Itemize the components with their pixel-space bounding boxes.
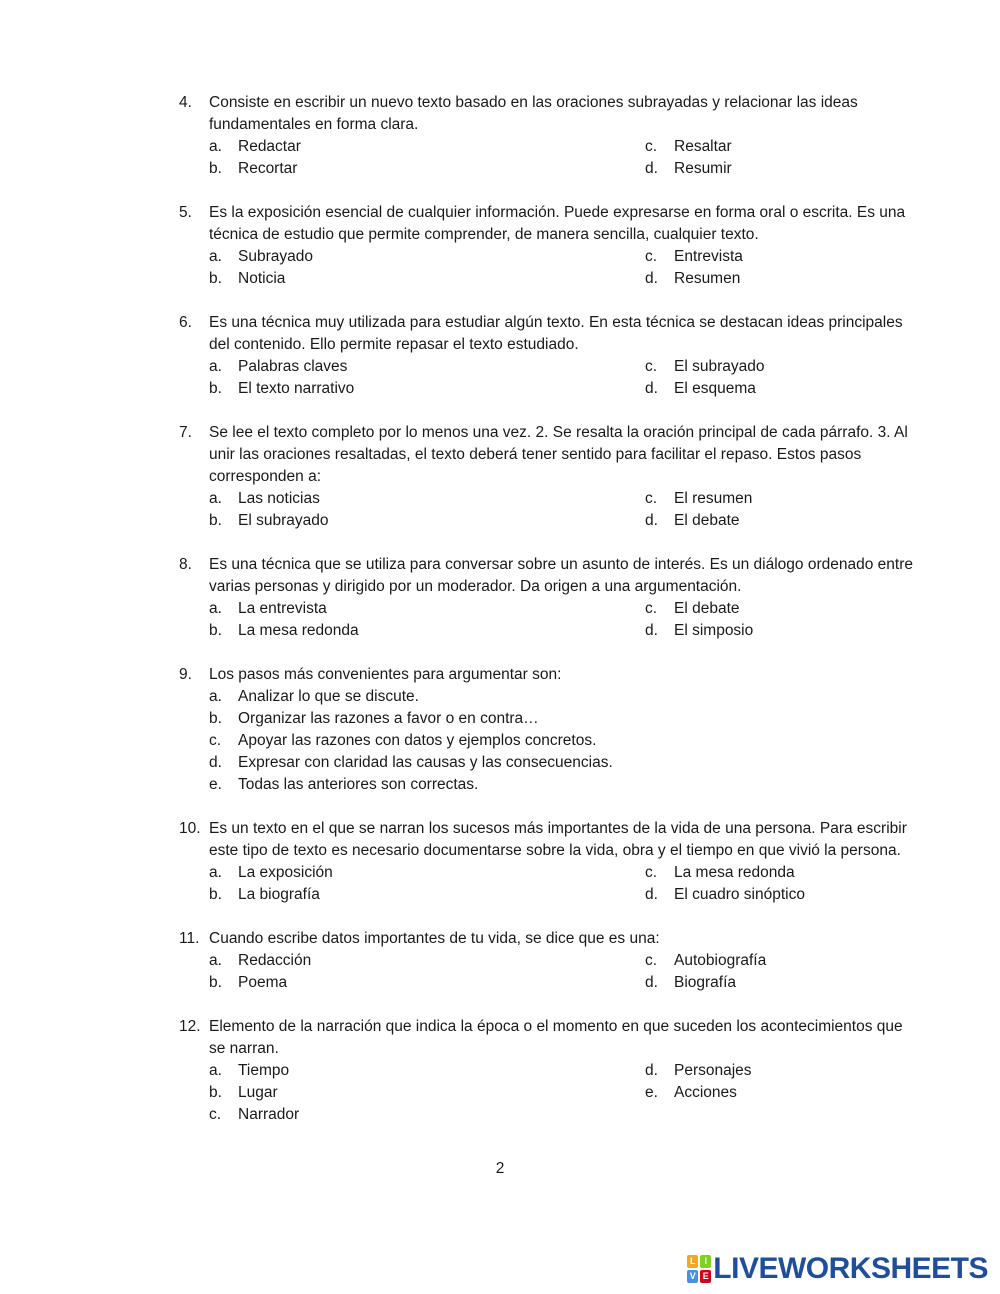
option-text: Resaltar xyxy=(674,138,732,155)
answer-option[interactable] xyxy=(209,1082,645,1104)
option-text: Subrayado xyxy=(238,248,313,265)
question-stem xyxy=(179,554,919,598)
option-text: El subrayado xyxy=(674,358,765,375)
question-number: 11. xyxy=(179,930,200,947)
option-letter: d. xyxy=(645,886,658,903)
option-letter: c. xyxy=(645,864,658,881)
question-number: 4. xyxy=(179,94,192,111)
option-text: La biografía xyxy=(238,886,320,903)
option-letter: a. xyxy=(209,1062,222,1079)
option-text: Autobiografía xyxy=(674,952,767,969)
logo-icon-square: V xyxy=(687,1270,698,1283)
question-number: 6. xyxy=(179,314,192,331)
option-text: Analizar lo que se discute. xyxy=(238,688,419,705)
option-text: Las noticias xyxy=(238,490,320,507)
option-letter: c. xyxy=(645,490,658,507)
question-number: 5. xyxy=(179,204,192,221)
answer-option[interactable] xyxy=(209,774,909,796)
option-text: Poema xyxy=(238,974,288,991)
question-text: Consiste en escribir un nuevo texto basado en las oraciones subrayadas y relacionar las ideas fundamentales en forma clara. xyxy=(209,94,858,133)
question-text: Es una técnica muy utilizada para estudiar algún texto. En esta técnica se destacan ideas principales del contenido. Ello permite repasar el texto estudiado. xyxy=(209,314,903,353)
answer-option[interactable] xyxy=(209,862,645,884)
answer-option[interactable] xyxy=(209,972,645,994)
option-text: Organizar las razones a favor o en contra… xyxy=(238,710,539,727)
question-5 xyxy=(179,202,919,290)
option-text: Narrador xyxy=(238,1106,300,1123)
option-text: La mesa redonda xyxy=(238,622,359,639)
option-letter: b. xyxy=(209,886,222,903)
question-text: Los pasos más convenientes para argumentar son: xyxy=(209,666,562,683)
option-letter: b. xyxy=(209,974,222,991)
answer-option[interactable] xyxy=(209,136,645,158)
option-letter: a. xyxy=(209,138,222,155)
option-letter: a. xyxy=(209,490,222,507)
option-letter: b. xyxy=(209,512,222,529)
option-text: Expresar con claridad las causas y las consecuencias. xyxy=(238,754,613,771)
answer-option[interactable] xyxy=(209,1060,645,1082)
option-text: La entrevista xyxy=(238,600,327,617)
answer-option[interactable] xyxy=(209,488,645,510)
answer-options xyxy=(179,1060,919,1126)
answer-options xyxy=(179,862,919,906)
question-stem xyxy=(179,92,919,136)
logo-icon-square: I xyxy=(700,1255,711,1268)
option-letter: a. xyxy=(209,248,222,265)
option-letter: a. xyxy=(209,358,222,375)
question-stem xyxy=(179,422,919,488)
option-text: El debate xyxy=(674,512,740,529)
answer-option[interactable] xyxy=(645,136,935,158)
answer-option[interactable] xyxy=(645,158,935,180)
option-letter: a. xyxy=(209,864,222,881)
option-letter: d. xyxy=(645,622,658,639)
answer-option[interactable] xyxy=(645,884,935,906)
option-text: Palabras claves xyxy=(238,358,348,375)
option-letter: d. xyxy=(645,1062,658,1079)
logo-icon-square: L xyxy=(687,1255,698,1268)
answer-option[interactable] xyxy=(209,950,645,972)
option-letter: d. xyxy=(645,270,658,287)
question-text: Elemento de la narración que indica la época o el momento en que suceden los acontecimientos que se narran. xyxy=(209,1018,903,1057)
option-letter: c. xyxy=(209,732,222,749)
option-letter: d. xyxy=(645,512,658,529)
answer-option[interactable] xyxy=(209,708,909,730)
question-number: 9. xyxy=(179,666,192,683)
question-stem xyxy=(179,664,919,686)
option-letter: d. xyxy=(209,754,222,771)
answer-option[interactable] xyxy=(645,620,935,642)
option-text: Lugar xyxy=(238,1084,278,1101)
answer-options xyxy=(179,356,919,400)
option-letter: b. xyxy=(209,622,222,639)
answer-option[interactable] xyxy=(645,1082,935,1104)
option-text: Noticia xyxy=(238,270,286,287)
answer-option[interactable] xyxy=(209,752,909,774)
question-6 xyxy=(179,312,919,400)
option-text: La exposición xyxy=(238,864,333,881)
answer-option[interactable] xyxy=(209,378,645,400)
answer-option[interactable] xyxy=(209,268,645,290)
logo-icon-square: E xyxy=(700,1270,711,1283)
question-text: Es un texto en el que se narran los sucesos más importantes de la vida de una persona. Para escribir este tipo de texto es necesario documentarse sobre la vida, obra y el tiempo en que vivió la persona. xyxy=(209,820,907,859)
option-letter: b. xyxy=(209,380,222,397)
option-text: Redactar xyxy=(238,138,301,155)
answer-option[interactable] xyxy=(645,598,935,620)
option-text: El subrayado xyxy=(238,512,329,529)
answer-option[interactable] xyxy=(645,950,935,972)
question-10 xyxy=(179,818,919,906)
answer-option[interactable] xyxy=(645,862,935,884)
question-8 xyxy=(179,554,919,642)
option-letter: d. xyxy=(645,974,658,991)
option-text: El cuadro sinóptico xyxy=(674,886,805,903)
option-letter: e. xyxy=(645,1084,658,1101)
option-letter: b. xyxy=(209,160,222,177)
option-letter: c. xyxy=(645,138,658,155)
page-number: 2 xyxy=(495,1160,505,1177)
question-number: 12. xyxy=(179,1018,201,1035)
question-number: 10. xyxy=(179,820,201,837)
answer-option[interactable] xyxy=(645,1060,935,1082)
liveworksheets-logo[interactable] xyxy=(687,1252,988,1286)
answer-option[interactable] xyxy=(209,158,645,180)
option-letter: c. xyxy=(209,1106,222,1123)
option-letter: c. xyxy=(645,600,658,617)
option-text: Tiempo xyxy=(238,1062,290,1079)
answer-option[interactable] xyxy=(645,972,935,994)
option-letter: b. xyxy=(209,710,222,727)
question-12 xyxy=(179,1016,919,1126)
option-text: Biografía xyxy=(674,974,737,991)
answer-option[interactable] xyxy=(209,884,645,906)
answer-option[interactable] xyxy=(209,686,909,708)
option-text: Redacción xyxy=(238,952,312,969)
option-text: Acciones xyxy=(674,1084,737,1101)
option-letter: b. xyxy=(209,1084,222,1101)
question-7 xyxy=(179,422,919,532)
question-stem xyxy=(179,312,919,356)
option-letter: c. xyxy=(645,358,658,375)
option-letter: d. xyxy=(645,160,658,177)
answer-option[interactable] xyxy=(645,246,935,268)
answer-option[interactable] xyxy=(209,730,909,752)
question-9 xyxy=(179,664,919,796)
question-number: 8. xyxy=(179,556,192,573)
answer-option[interactable] xyxy=(645,488,935,510)
question-11 xyxy=(179,928,919,994)
answer-options xyxy=(179,488,919,532)
option-text: Resumir xyxy=(674,160,732,177)
question-number: 7. xyxy=(179,424,192,441)
answer-options xyxy=(179,598,919,642)
answer-option[interactable] xyxy=(209,598,645,620)
option-letter: d. xyxy=(645,380,658,397)
logo-text: LIVEWORKSHEETS xyxy=(713,1252,988,1285)
question-text: Cuando escribe datos importantes de tu vida, se dice que es una: xyxy=(209,930,660,947)
answer-options xyxy=(179,136,919,180)
answer-option[interactable] xyxy=(209,356,645,378)
option-text: Personajes xyxy=(674,1062,752,1079)
answer-option[interactable] xyxy=(209,620,645,642)
option-text: Apoyar las razones con datos y ejemplos concretos. xyxy=(238,732,597,749)
answer-options xyxy=(179,246,919,290)
answer-option[interactable] xyxy=(645,510,935,532)
question-4 xyxy=(179,92,919,180)
question-stem xyxy=(179,928,919,950)
option-letter: c. xyxy=(645,248,658,265)
option-letter: c. xyxy=(645,952,658,969)
option-text: El debate xyxy=(674,600,740,617)
questions-list xyxy=(179,92,919,1148)
option-text: El simposio xyxy=(674,622,754,639)
question-stem xyxy=(179,818,919,862)
option-text: Todas las anteriores son correctas. xyxy=(238,776,479,793)
answer-options xyxy=(179,686,919,796)
answer-option[interactable] xyxy=(209,510,645,532)
question-text: Es la exposición esencial de cualquier información. Puede expresarse en forma oral o escrita. Es una técnica de estudio que permite comprender, de manera sencilla, cualquier texto. xyxy=(209,204,906,243)
question-text: Se lee el texto completo por lo menos una vez. 2. Se resalta la oración principal de cada párrafo. 3. Al unir las oraciones resaltadas, el texto deberá tener sentido para facilitar el repaso. Estos pasos corresponden a: xyxy=(209,424,908,485)
answer-option[interactable] xyxy=(645,356,935,378)
option-text: El esquema xyxy=(674,380,756,397)
question-stem xyxy=(179,1016,919,1060)
option-text: El texto narrativo xyxy=(238,380,355,397)
option-text: La mesa redonda xyxy=(674,864,795,881)
option-text: Resumen xyxy=(674,270,741,287)
question-text: Es una técnica que se utiliza para conversar sobre un asunto de interés. Es un diálogo ordenado entre varias personas y dirigido por un moderador. Da origen a una argumentación. xyxy=(209,556,913,595)
option-letter: b. xyxy=(209,270,222,287)
option-letter: e. xyxy=(209,776,222,793)
question-stem xyxy=(179,202,919,246)
answer-options xyxy=(179,950,919,994)
answer-option[interactable] xyxy=(645,378,935,400)
answer-option[interactable] xyxy=(645,268,935,290)
option-text: El resumen xyxy=(674,490,753,507)
answer-option[interactable] xyxy=(209,1104,645,1126)
option-text: Entrevista xyxy=(674,248,743,265)
option-letter: a. xyxy=(209,688,222,705)
answer-option[interactable] xyxy=(209,246,645,268)
liveworksheets-logo-icon xyxy=(687,1255,711,1283)
option-letter: a. xyxy=(209,600,222,617)
option-letter: a. xyxy=(209,952,222,969)
option-text: Recortar xyxy=(238,160,298,177)
